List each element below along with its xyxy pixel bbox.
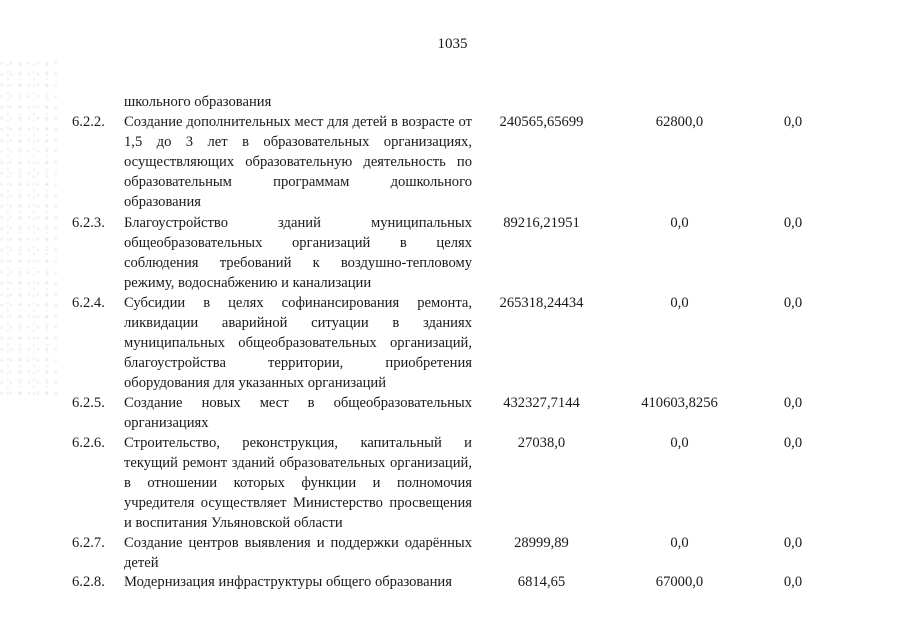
row-description: Субсидии в целях софинансирования ремонта, ликвидации аварийной ситуации в зданиях муниципальных общеобразовательных организаций, благоустройства территории, приобретения оборудования для указанных организаций [124, 295, 472, 391]
value-col-2: 62800,0 [655, 114, 704, 130]
value-col-2: 67000,0 [655, 574, 704, 590]
row-description: Создание дополнительных мест для детей в возрасте от 1,5 до 3 лет в образовательных организациях, осуществляющих образовательную деятельность по образовательным программам дошкольного образования [124, 114, 472, 210]
value-col-2: 0,0 [670, 535, 689, 551]
value-col-3: 0,0 [783, 114, 803, 130]
value-col-1: 27038,0 [517, 435, 566, 451]
value-col-1: 432327,7144 [503, 395, 580, 411]
value-col-3: 0,0 [783, 435, 803, 451]
row-number: 6.2.6. [72, 435, 105, 451]
value-col-2: 0,0 [670, 215, 689, 231]
value-col-2: 0,0 [670, 295, 689, 311]
value-col-3: 0,0 [783, 215, 803, 231]
row-number: 6.2.4. [72, 295, 105, 311]
row-description: Строительство, реконструкция, капитальный и текущий ремонт зданий образовательных организаций, в отношении которых функции и полномочия учредителя осуществляет Министерство просвещения и воспитания Ульяновской области [124, 435, 472, 531]
value-col-3: 0,0 [783, 535, 803, 551]
value-col-1: 28999,89 [514, 535, 569, 551]
row-number: 6.2.2. [72, 114, 105, 130]
row-number: 6.2.8. [72, 574, 105, 590]
value-col-1: 6814,65 [517, 574, 566, 590]
row-description: Создание центров выявления и поддержки одарённых детей [124, 535, 472, 571]
row-number: 6.2.7. [72, 535, 105, 551]
row-description: Модернизация инфраструктуры общего образования [124, 574, 452, 590]
value-col-3: 0,0 [783, 574, 803, 590]
row-number: 6.2.5. [72, 395, 105, 411]
value-col-3: 0,0 [783, 395, 803, 411]
value-col-3: 0,0 [783, 295, 803, 311]
page-number: 1035 [437, 36, 468, 52]
value-col-1: 240565,65699 [499, 114, 584, 130]
row-description: Благоустройство зданий муниципальных общеобразовательных организаций в целях соблюдения требований к воздушно-тепловому режиму, водоснабжению и канализации [124, 215, 472, 291]
value-col-1: 265318,24434 [499, 295, 584, 311]
row-number: 6.2.3. [72, 215, 105, 231]
row-description: Создание новых мест в общеобразовательных организациях [124, 395, 472, 431]
scan-artifacts [0, 60, 58, 400]
value-col-1: 89216,21951 [503, 215, 580, 231]
continued-text: школьного образования [124, 94, 272, 110]
value-col-2: 410603,8256 [641, 395, 718, 411]
value-col-2: 0,0 [670, 435, 689, 451]
